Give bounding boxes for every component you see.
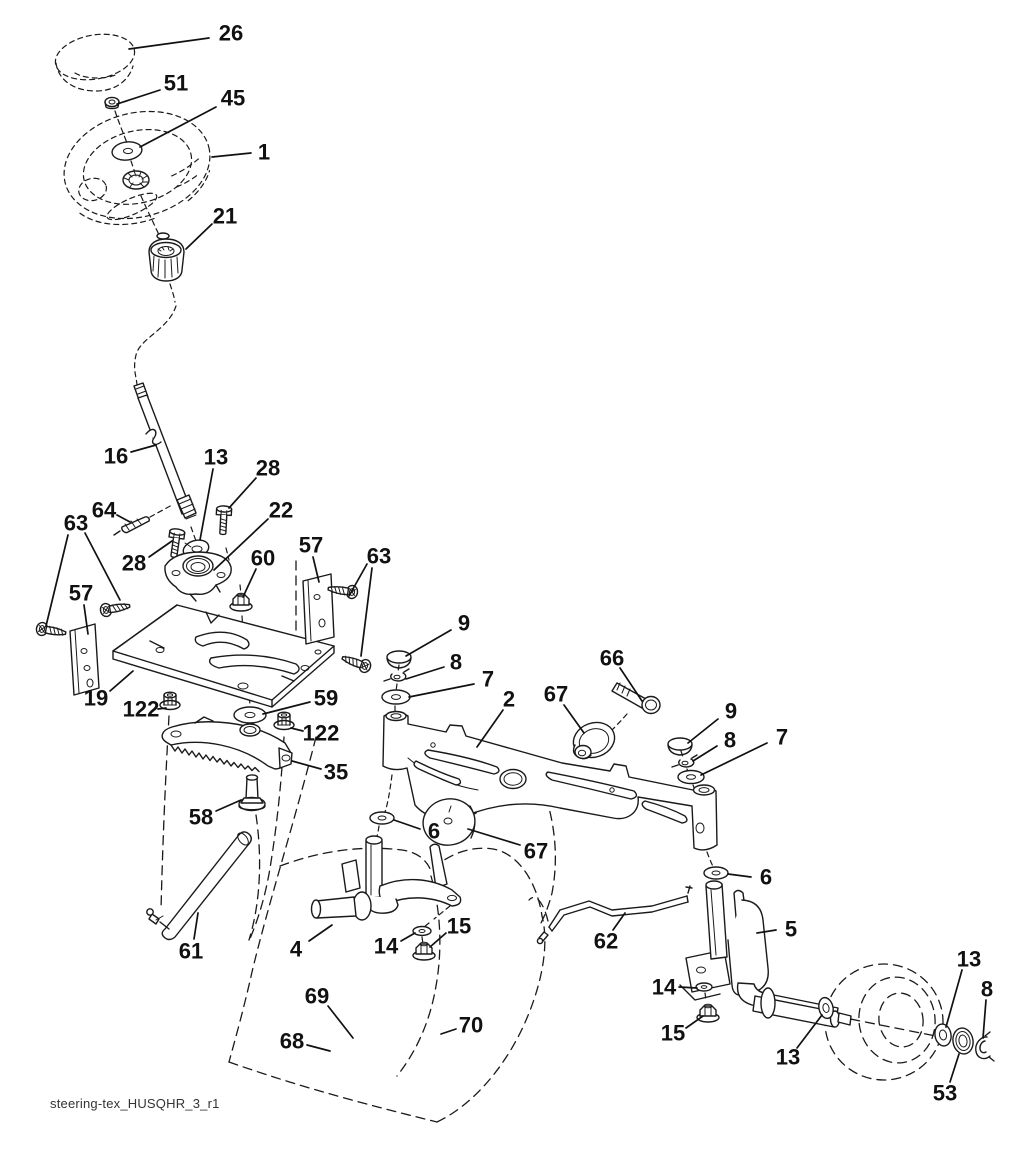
callout-69-43: 69	[304, 983, 330, 1009]
washer-53	[951, 1026, 975, 1055]
leader-51-1	[117, 90, 160, 104]
leader-9-28	[688, 719, 718, 743]
callout-14-40: 14	[651, 974, 677, 1000]
construction-dashed-lines	[115, 111, 943, 1122]
callout-58-21: 58	[188, 804, 214, 830]
leader-63-12	[361, 568, 372, 656]
steering-wheel-hub	[123, 171, 149, 189]
callout-53-48: 53	[932, 1080, 958, 1106]
callout-4-34: 4	[289, 936, 303, 962]
callout-68-44: 68	[279, 1028, 305, 1054]
leader-2-25	[477, 710, 503, 747]
callout-28-7: 28	[255, 455, 281, 481]
callout-16-5: 16	[103, 443, 129, 469]
washer-7-left	[382, 690, 410, 704]
leader-8-29	[693, 746, 717, 761]
callout-67-32: 67	[523, 838, 549, 864]
callout-66-27: 66	[599, 645, 625, 671]
callout-51-1: 51	[163, 70, 189, 96]
leader-63-13	[46, 535, 68, 626]
washer-7-right	[678, 771, 704, 784]
leader-35-20	[292, 761, 321, 769]
sector-gear-35	[162, 717, 292, 772]
callout-13-46: 13	[956, 946, 982, 972]
callout-60-15: 60	[250, 545, 276, 571]
bracket-57-right	[303, 574, 334, 644]
leader-45-2	[140, 107, 216, 147]
flange-nut-60	[230, 593, 252, 611]
leader-8-47	[983, 1000, 986, 1038]
leader-15-36	[430, 933, 446, 947]
washer-59	[234, 707, 266, 723]
callout-21-4: 21	[212, 203, 238, 229]
hex-nut-51	[105, 97, 119, 108]
callout-70-45: 70	[458, 1012, 484, 1038]
screw-63-a	[35, 622, 66, 640]
washer-14-left	[413, 906, 450, 944]
callout-63-12: 63	[366, 543, 392, 569]
washer-45	[111, 140, 143, 162]
callout-13-42: 13	[775, 1044, 801, 1070]
callout-63-13: 63	[63, 510, 89, 536]
leader-7-24	[409, 684, 474, 697]
callout-57-14: 57	[68, 580, 94, 606]
leader-58-21	[216, 800, 241, 811]
shoulder-bolt-58	[239, 775, 265, 811]
leader-1-3	[212, 153, 251, 157]
screw-63-d	[340, 652, 372, 674]
leader-69-43	[328, 1006, 353, 1038]
leader-15-41	[686, 1016, 703, 1028]
leader-13-46	[946, 970, 962, 1027]
callout-22-9: 22	[268, 497, 294, 523]
leader-67-32	[468, 829, 520, 845]
nut-15-right	[697, 1004, 719, 1022]
screw-63-b	[99, 599, 130, 617]
callout-14-35: 14	[373, 933, 399, 959]
leader-13-6	[200, 469, 213, 540]
callout-64-8: 64	[91, 497, 117, 523]
leader-6-33	[728, 874, 751, 877]
callout-122-19: 122	[302, 720, 340, 746]
lock-nut-122-right	[274, 712, 294, 729]
callout-59-17: 59	[313, 685, 339, 711]
washer-13-outer	[933, 1023, 953, 1047]
bolt-66	[612, 683, 660, 714]
e-clip-8-outer	[976, 1032, 994, 1061]
callout-9-28: 9	[724, 698, 738, 724]
steering-adapter-21	[149, 233, 184, 281]
leader-21-4	[186, 224, 212, 249]
leader-16-5	[131, 445, 156, 452]
washer-6-right	[704, 867, 728, 879]
callout-13-6: 13	[203, 444, 229, 470]
leader-14-40	[679, 987, 697, 988]
callout-6-33: 6	[759, 864, 773, 890]
callout-8-29: 8	[723, 727, 737, 753]
callout-45-2: 45	[220, 85, 246, 111]
leader-14-35	[401, 933, 415, 941]
bracket-57-left	[70, 624, 99, 695]
leader-28-7	[229, 478, 256, 508]
leader-28-10	[149, 541, 172, 557]
steering-plate-19	[113, 605, 334, 707]
leader-19-16	[110, 671, 133, 691]
leader-70-45	[441, 1029, 456, 1034]
callout-7-30: 7	[775, 724, 789, 750]
callout-61-37: 61	[178, 938, 204, 964]
leader-68-44	[307, 1045, 330, 1051]
leader-53-48	[950, 1054, 959, 1082]
callout-67-26: 67	[543, 681, 569, 707]
callout-19-16: 19	[83, 685, 109, 711]
callout-7-24: 7	[481, 666, 495, 692]
washer-14-right	[696, 983, 712, 991]
callout-15-41: 15	[660, 1020, 686, 1046]
leader-4-34	[309, 925, 332, 941]
drag-link-61	[147, 831, 251, 939]
callout-35-20: 35	[323, 759, 349, 785]
callout-6-31: 6	[427, 818, 441, 844]
leader-61-37	[194, 913, 198, 939]
flange-bushing-67	[568, 717, 619, 763]
leader-6-31	[394, 820, 420, 829]
leader-26-0	[129, 38, 209, 49]
drawing-id-text: steering-tex_HUSQHR_3_r1	[50, 1096, 220, 1111]
callout-62-38: 62	[593, 928, 619, 954]
callout-57-11: 57	[298, 532, 324, 558]
callout-26-0: 26	[218, 20, 244, 46]
callout-15-36: 15	[446, 913, 472, 939]
steering-wheel-cap	[52, 28, 138, 91]
washer-6-left	[370, 812, 394, 824]
callout-122-18: 122	[122, 696, 160, 722]
bearing-plate-22	[165, 552, 231, 601]
cap-9-right	[668, 738, 692, 755]
callout-5-39: 5	[784, 916, 798, 942]
leader-8-23	[406, 667, 444, 679]
steering-shaft	[134, 383, 196, 519]
leader-67-26	[564, 705, 584, 733]
callout-2-25: 2	[502, 686, 516, 712]
leader-60-15	[243, 569, 256, 597]
callout-9-22: 9	[457, 610, 471, 636]
callout-28-10: 28	[121, 550, 147, 576]
callout-8-23: 8	[449, 649, 463, 675]
hex-bolt-28-right	[215, 506, 231, 535]
callout-1-3: 1	[257, 139, 271, 165]
leader-9-22	[406, 630, 451, 656]
leader-64-8	[117, 515, 130, 522]
roll-pin-64	[114, 517, 149, 535]
lock-nut-122-left	[160, 692, 180, 709]
callout-8-47: 8	[980, 976, 994, 1002]
leader-122-19	[291, 728, 303, 731]
